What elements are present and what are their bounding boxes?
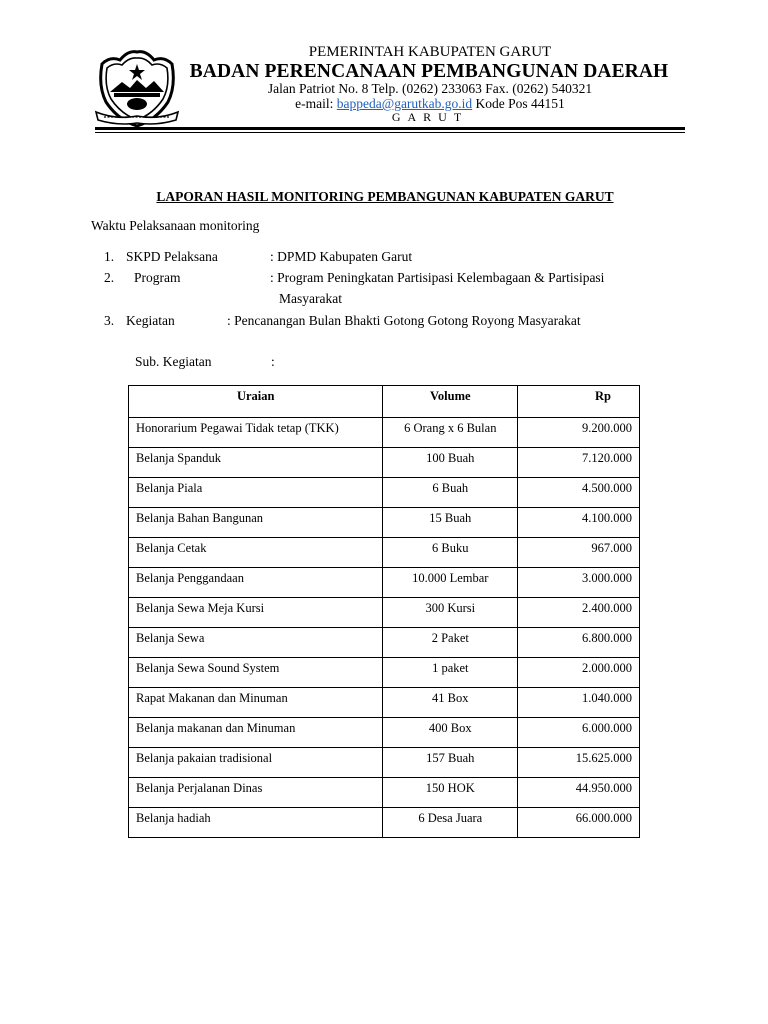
table-row <box>129 658 640 688</box>
cell-rp: 2.000.000 <box>518 658 640 688</box>
postcode: Kode Pos 44151 <box>472 96 565 111</box>
cell-volume: 6 Orang x 6 Bulan <box>383 418 518 448</box>
budget-table <box>128 385 640 838</box>
table-row <box>129 808 640 838</box>
report-title: LAPORAN HASIL MONITORING PEMBANGUNAN KABUPATEN GARUT <box>156 189 614 204</box>
cell-volume: 157 Buah <box>383 748 518 778</box>
email-link[interactable]: bappeda@garutkab.go.id <box>336 96 473 111</box>
letterhead-rule-thin <box>95 132 685 133</box>
letterhead-government: PEMERINTAH KABUPATEN GARUT <box>308 44 552 60</box>
cell-uraian: Belanja hadiah <box>129 808 383 838</box>
item-1-number: 1. <box>104 249 115 264</box>
cell-uraian: Belanja Bahan Bangunan <box>129 508 383 538</box>
item-2-value: : Program Peningkatan Partisipasi Kelembagaan & Partisipasi <box>270 270 605 285</box>
monitoring-time-label: Waktu Pelaksanaan monitoring <box>91 218 260 233</box>
cell-uraian: Belanja Sewa Sound System <box>129 658 383 688</box>
item-2-value-continued: Masyarakat <box>279 291 342 306</box>
table-row <box>129 628 640 658</box>
table-row <box>129 688 640 718</box>
cell-rp: 4.500.000 <box>518 478 640 508</box>
cell-volume: 41 Box <box>383 688 518 718</box>
table-row <box>129 718 640 748</box>
cell-rp: 3.000.000 <box>518 568 640 598</box>
table-row <box>129 568 640 598</box>
table-row <box>129 778 640 808</box>
header-uraian: Uraian <box>129 386 383 418</box>
cell-rp: 6.000.000 <box>518 718 640 748</box>
cell-rp: 2.400.000 <box>518 598 640 628</box>
cell-rp: 44.950.000 <box>518 778 640 808</box>
letterhead-rule-thick <box>95 127 685 130</box>
letterhead-city: GARUT <box>391 110 469 124</box>
cell-volume: 2 Paket <box>383 628 518 658</box>
table-row <box>129 508 640 538</box>
cell-rp: 4.100.000 <box>518 508 640 538</box>
cell-uraian: Belanja Cetak <box>129 538 383 568</box>
table-row <box>129 748 640 778</box>
cell-uraian: Belanja Penggandaan <box>129 568 383 598</box>
cell-rp: 15.625.000 <box>518 748 640 778</box>
table-header-row <box>129 386 640 418</box>
cell-rp: 9.200.000 <box>518 418 640 448</box>
garut-coat-of-arms-logo <box>94 46 180 128</box>
sub-kegiatan-value: : <box>271 354 275 369</box>
cell-rp: 6.800.000 <box>518 628 640 658</box>
item-2-label: Program <box>134 270 181 285</box>
cell-volume: 6 Buah <box>383 478 518 508</box>
sub-kegiatan-label: Sub. Kegiatan <box>135 354 212 369</box>
cell-volume: 100 Buah <box>383 448 518 478</box>
table-row <box>129 598 640 628</box>
cell-volume: 400 Box <box>383 718 518 748</box>
cell-uraian: Belanja Perjalanan Dinas <box>129 778 383 808</box>
item-1-label: SKPD Pelaksana <box>126 249 218 264</box>
cell-volume: 6 Buku <box>383 538 518 568</box>
cell-uraian: Belanja pakaian tradisional <box>129 748 383 778</box>
cell-volume: 150 HOK <box>383 778 518 808</box>
cell-uraian: Belanja Spanduk <box>129 448 383 478</box>
header-rp: Rp <box>518 386 640 418</box>
cell-volume: 10.000 Lembar <box>383 568 518 598</box>
item-3-label: Kegiatan <box>126 313 175 328</box>
cell-volume: 300 Kursi <box>383 598 518 628</box>
table-row <box>129 478 640 508</box>
cell-rp: 7.120.000 <box>518 448 640 478</box>
cell-rp: 967.000 <box>518 538 640 568</box>
cell-volume: 1 paket <box>383 658 518 688</box>
cell-rp: 1.040.000 <box>518 688 640 718</box>
cell-uraian: Belanja Sewa Meja Kursi <box>129 598 383 628</box>
table-row <box>129 448 640 478</box>
letterhead-address: Jalan Patriot No. 8 Telp. (0262) 233063 Fax. (0262) 540321 <box>267 81 593 96</box>
table-row <box>129 418 640 448</box>
item-3-value: : Pencanangan Bulan Bhakti Gotong Gotong Royong Masyarakat <box>227 313 581 328</box>
item-3-number: 3. <box>104 313 115 328</box>
item-2-number: 2. <box>104 270 115 285</box>
cell-uraian: Rapat Makanan dan Minuman <box>129 688 383 718</box>
header-volume: Volume <box>383 386 518 418</box>
cell-uraian: Honorarium Pegawai Tidak tetap (TKK) <box>129 418 383 448</box>
email-label: e-mail: <box>295 96 337 111</box>
table-row <box>129 538 640 568</box>
cell-rp: 66.000.000 <box>518 808 640 838</box>
cell-uraian: Belanja Piala <box>129 478 383 508</box>
cell-uraian: Belanja makanan dan Minuman <box>129 718 383 748</box>
cell-uraian: Belanja Sewa <box>129 628 383 658</box>
item-1-value: : DPMD Kabupaten Garut <box>270 249 413 264</box>
letterhead-agency: BADAN PERENCANAAN PEMBANGUNAN DAERAH <box>189 61 669 82</box>
cell-volume: 6 Desa Juara <box>383 808 518 838</box>
cell-volume: 15 Buah <box>383 508 518 538</box>
